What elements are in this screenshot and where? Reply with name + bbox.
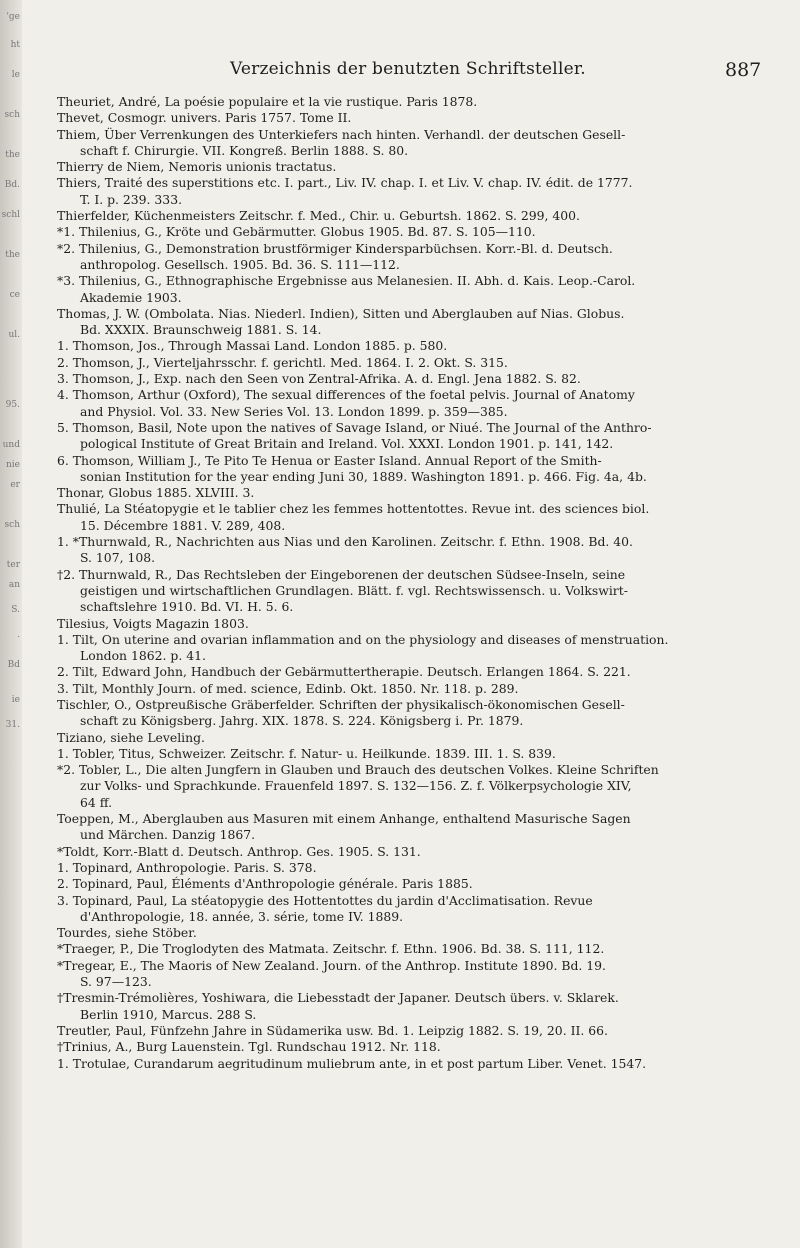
entry-line: Thonar, Globus 1885. XLVIII. 3. (57, 485, 255, 501)
bibliography-entry (57, 958, 777, 991)
bibliography-entry (57, 127, 777, 160)
bibliography-entry (57, 811, 777, 844)
bibliography-entry (57, 844, 777, 860)
entry-continuation-line: S. 97—123. (80, 974, 152, 990)
entry-continuation-line: 15. Décembre 1881. V. 289, 408. (80, 517, 286, 533)
entry-line: Thiers, Traité des superstitions etc. I. part., Liv. IV. chap. I. et Liv. V. chap. IV. édit. de 1777. (57, 175, 633, 191)
gutter-fragment-text: the (5, 150, 20, 160)
bibliography-entry (57, 241, 777, 274)
bibliography-entry (57, 338, 777, 354)
entry-line: Tilesius, Voigts Magazin 1803. (57, 615, 249, 631)
entry-continuation-line: sonian Institution for the year ending Juni 30, 1889. Washington 1891. p. 466. Fig. 4a, 4b. (80, 468, 647, 484)
entry-continuation-line: und Märchen. Danzig 1867. (80, 827, 256, 843)
gutter-fragment-text: und (2, 440, 20, 450)
entry-line: Thierfelder, Küchenmeisters Zeitschr. f. Med., Chir. u. Geburtsh. 1862. S. 299, 400. (57, 208, 580, 224)
entry-continuation-line: d'Anthropologie, 18. année, 3. série, tome IV. 1889. (80, 908, 404, 924)
gutter-fragment-text: an (8, 580, 20, 590)
entry-line: †Trinius, A., Burg Lauenstein. Tgl. Rundschau 1912. Nr. 118. (57, 1039, 441, 1055)
entry-line: 3. Thomson, J., Exp. nach den Seen von Zentral-Afrika. A. d. Engl. Jena 1882. S. 82. (57, 371, 581, 387)
gutter-fragment-text: ht (10, 40, 20, 50)
bibliography-entry (57, 893, 777, 926)
entry-line: *1. Thilenius, G., Kröte und Gebärmutter. Globus 1905. Bd. 87. S. 105—110. (57, 224, 536, 240)
gutter-fragment-text: ie (11, 695, 20, 705)
entry-continuation-line: pological Institute of Great Britain and Ireland. Vol. XXXI. London 1901. p. 141, 142. (80, 436, 614, 452)
bibliography-entry (57, 534, 777, 567)
entry-continuation-line: Berlin 1910, Marcus. 288 S. (80, 1006, 257, 1022)
entry-line: 2. Thomson, J., Vierteljahrsschr. f. gerichtl. Med. 1864. I. 2. Okt. S. 315. (57, 354, 508, 370)
gutter-fragment-text: Bd. (4, 180, 20, 190)
bibliography-entry (57, 730, 777, 746)
entry-line: 4. Thomson, Arthur (Oxford), The sexual differences of the foetal pelvis. Journal of Anatomy (57, 387, 635, 403)
entry-line: Tischler, O., Ostpreußische Gräberfelder. Schriften der physikalisch-ökonomischen Gesell- (57, 696, 625, 712)
entry-line: 2. Topinard, Paul, Éléments d'Anthropologie générale. Paris 1885. (57, 876, 473, 892)
entry-continuation-line: schaftslehre 1910. Bd. VI. H. 5. 6. (80, 599, 294, 615)
entry-line: *Toldt, Korr.-Blatt d. Deutsch. Anthrop. Ges. 1905. S. 131. (57, 843, 421, 859)
bibliography-list (57, 94, 777, 1072)
bibliography-entry (57, 110, 777, 126)
entry-line: 2. Tilt, Edward John, Handbuch der Gebärmuttertherapie. Deutsch. Erlangen 1864. S. 221. (57, 664, 631, 680)
bibliography-entry (57, 876, 777, 892)
entry-continuation-line: Akademie 1903. (80, 289, 182, 305)
bibliography-entry (57, 159, 777, 175)
entry-line: Thierry de Niem, Nemoris unionis tractatus. (57, 159, 337, 175)
entry-line: 1. Trotulae, Curandarum aegritudinum muliebrum ante, in et post partum Liber. Venet. 1547. (57, 1055, 647, 1071)
entry-continuation-line: London 1862. p. 41. (80, 648, 206, 664)
bibliography-entry (57, 371, 777, 387)
running-title: Verzeichnis der benutzten Schriftsteller. (230, 59, 586, 79)
bibliography-entry (57, 453, 777, 486)
page-number: 887 (725, 59, 762, 81)
gutter-fragment-text: 'ge (6, 12, 20, 22)
entry-continuation-line: geistigen und wirtschaftlichen Grundlagen. Blätt. f. vgl. Rechtswissensch. u. Volkswirt- (80, 582, 628, 598)
bibliography-entry (57, 501, 777, 534)
gutter-fragment-text: nie (5, 460, 20, 470)
entry-line: 5. Thomson, Basil, Note upon the natives of Savage Island, or Niué. The Journal of the Anthro- (57, 419, 652, 435)
gutter-fragment-text: sch (4, 520, 20, 530)
bibliography-entry (57, 632, 777, 665)
gutter-fragment-text: 95. (5, 400, 20, 410)
entry-line: 1. *Thurnwald, R., Nachrichten aus Nias und den Karolinen. Zeitschr. f. Ethn. 1908. Bd. 40. (57, 534, 633, 550)
gutter-fragment-text: 31. (5, 720, 20, 730)
page-header (0, 55, 800, 85)
entry-line: †2. Thurnwald, R., Das Rechtsleben der Eingeborenen der deutschen Südsee-Inseln, seine (57, 566, 626, 582)
bibliography-entry (57, 208, 777, 224)
entry-continuation-line: Bd. XXXIX. Braunschweig 1881. S. 14. (80, 322, 322, 338)
entry-line: 1. Tilt, On uterine and ovarian inflammation and on the physiology and diseases of menstruation. (57, 631, 669, 647)
bibliography-entry (57, 616, 777, 632)
bibliography-entry (57, 664, 777, 680)
bibliography-entry (57, 567, 777, 616)
bibliography-entry (57, 224, 777, 240)
bibliography-entry (57, 306, 777, 339)
gutter-fragment-text: ter (6, 560, 20, 570)
gutter-fragment-text: le (11, 70, 20, 80)
entry-continuation-line: schaft zu Königsberg. Jahrg. XIX. 1878. S. 224. Königsberg i. Pr. 1879. (80, 713, 524, 729)
entry-continuation-line: anthropolog. Gesellsch. 1905. Bd. 36. S. 111—112. (80, 256, 400, 272)
gutter-fragment-text: er (10, 480, 20, 490)
bibliography-entry (57, 175, 777, 208)
bibliography-entry (57, 925, 777, 941)
bibliography-entry (57, 420, 777, 453)
entry-line: Tiziano, siehe Leveling. (57, 729, 205, 745)
entry-line: Thevet, Cosmogr. univers. Paris 1757. Tome II. (57, 110, 352, 126)
bibliography-entry (57, 1056, 777, 1072)
bibliography-entry (57, 762, 777, 811)
bibliography-entry (57, 860, 777, 876)
entry-line: *2. Thilenius, G., Demonstration brustförmiger Kindersparbüchsen. Korr.-Bl. d. Deutsch. (57, 240, 613, 256)
gutter-fragment-text: S. (11, 605, 20, 615)
entry-line: 1. Thomson, Jos., Through Massai Land. London 1885. p. 580. (57, 338, 448, 354)
bound-page-gutter (0, 0, 22, 1248)
bibliography-entry (57, 697, 777, 730)
bibliography-entry (57, 746, 777, 762)
entry-line: *Tregear, E., The Maoris of New Zealand. Journ. of the Anthrop. Institute 1890. Bd. 19. (57, 957, 606, 973)
entry-line: Tourdes, siehe Stöber. (57, 925, 197, 941)
entry-line: Thulié, La Stéatopygie et le tablier chez les femmes hottentottes. Revue int. des sciences biol. (57, 501, 650, 517)
entry-line: *3. Thilenius, G., Ethnographische Ergebnisse aus Melanesien. II. Abh. d. Kais. Leop.-Carol. (57, 273, 636, 289)
entry-line: *2. Tobler, L., Die alten Jungfern in Glauben und Brauch des deutschen Volkes. Kleine Schriften (57, 762, 659, 778)
bibliography-entry (57, 355, 777, 371)
entry-continuation-line: schaft f. Chirurgie. VII. Kongreß. Berlin 1888. S. 80. (80, 142, 409, 158)
entry-line: 3. Tilt, Monthly Journ. of med. science, Edinb. Okt. 1850. Nr. 118. p. 289. (57, 680, 519, 696)
bibliography-entry (57, 1039, 777, 1055)
bibliography-entry (57, 1023, 777, 1039)
gutter-fragment-text: ce (9, 290, 20, 300)
gutter-fragment-text: the (5, 250, 20, 260)
entry-continuation-line: S. 107, 108. (80, 550, 156, 566)
entry-continuation-line: T. I. p. 239. 333. (80, 191, 183, 207)
entry-line: †Tresmin-Trémolières, Yoshiwara, die Liebesstadt der Japaner. Deutsch übers. v. Sklarek. (57, 990, 619, 1006)
entry-line: Treutler, Paul, Fünfzehn Jahre in Südamerika usw. Bd. 1. Leipzig 1882. S. 19, 20. II. 66. (57, 1022, 608, 1038)
gutter-fragment-text: sch (4, 110, 20, 120)
bibliography-entry (57, 941, 777, 957)
bibliography-entry (57, 485, 777, 501)
bibliography-entry (57, 273, 777, 306)
entry-continuation-line: and Physiol. Vol. 33. New Series Vol. 13. London 1899. p. 359—385. (80, 403, 508, 419)
entry-continuation-line: 64 ff. (80, 794, 113, 810)
gutter-fragment-text: ul. (8, 330, 20, 340)
entry-line: 1. Topinard, Anthropologie. Paris. S. 378. (57, 859, 317, 875)
entry-line: 1. Tobler, Titus, Schweizer. Zeitschr. f. Natur- u. Heilkunde. 1839. III. 1. S. 839. (57, 745, 556, 761)
gutter-fragment-text: Bd (7, 660, 20, 670)
entry-line: Thiem, Über Verrenkungen des Unterkiefers nach hinten. Verhandl. der deutschen Gesell- (57, 126, 626, 142)
bibliography-entry (57, 387, 777, 420)
entry-line: 3. Topinard, Paul, La stéatopygie des Hottentottes du jardin d'Acclimatisation. Revue (57, 892, 593, 908)
entry-line: Thomas, J. W. (Ombolata. Nias. Niederl. Indien), Sitten und Aberglauben auf Nias. Globus. (57, 305, 625, 321)
entry-line: *Traeger, P., Die Troglodyten des Matmata. Zeitschr. f. Ethn. 1906. Bd. 38. S. 111, 112. (57, 941, 605, 957)
entry-line: Toeppen, M., Aberglauben aus Masuren mit einem Anhange, enthaltend Masurische Sagen (57, 811, 631, 827)
bibliography-entry (57, 94, 777, 110)
entry-line: 6. Thomson, William J., Te Pito Te Henua or Easter Island. Annual Report of the Smith- (57, 452, 602, 468)
bibliography-entry (57, 681, 777, 697)
bibliography-entry (57, 990, 777, 1023)
entry-line: Theuriet, André, La poésie populaire et la vie rustique. Paris 1878. (57, 94, 478, 109)
entry-continuation-line: zur Volks- und Sprachkunde. Frauenfeld 1897. S. 132—156. Z. f. Völkerpsychologie XIV, (80, 778, 632, 794)
gutter-fragment-text: schl (1, 210, 20, 220)
gutter-fragment-text: . (17, 630, 20, 640)
